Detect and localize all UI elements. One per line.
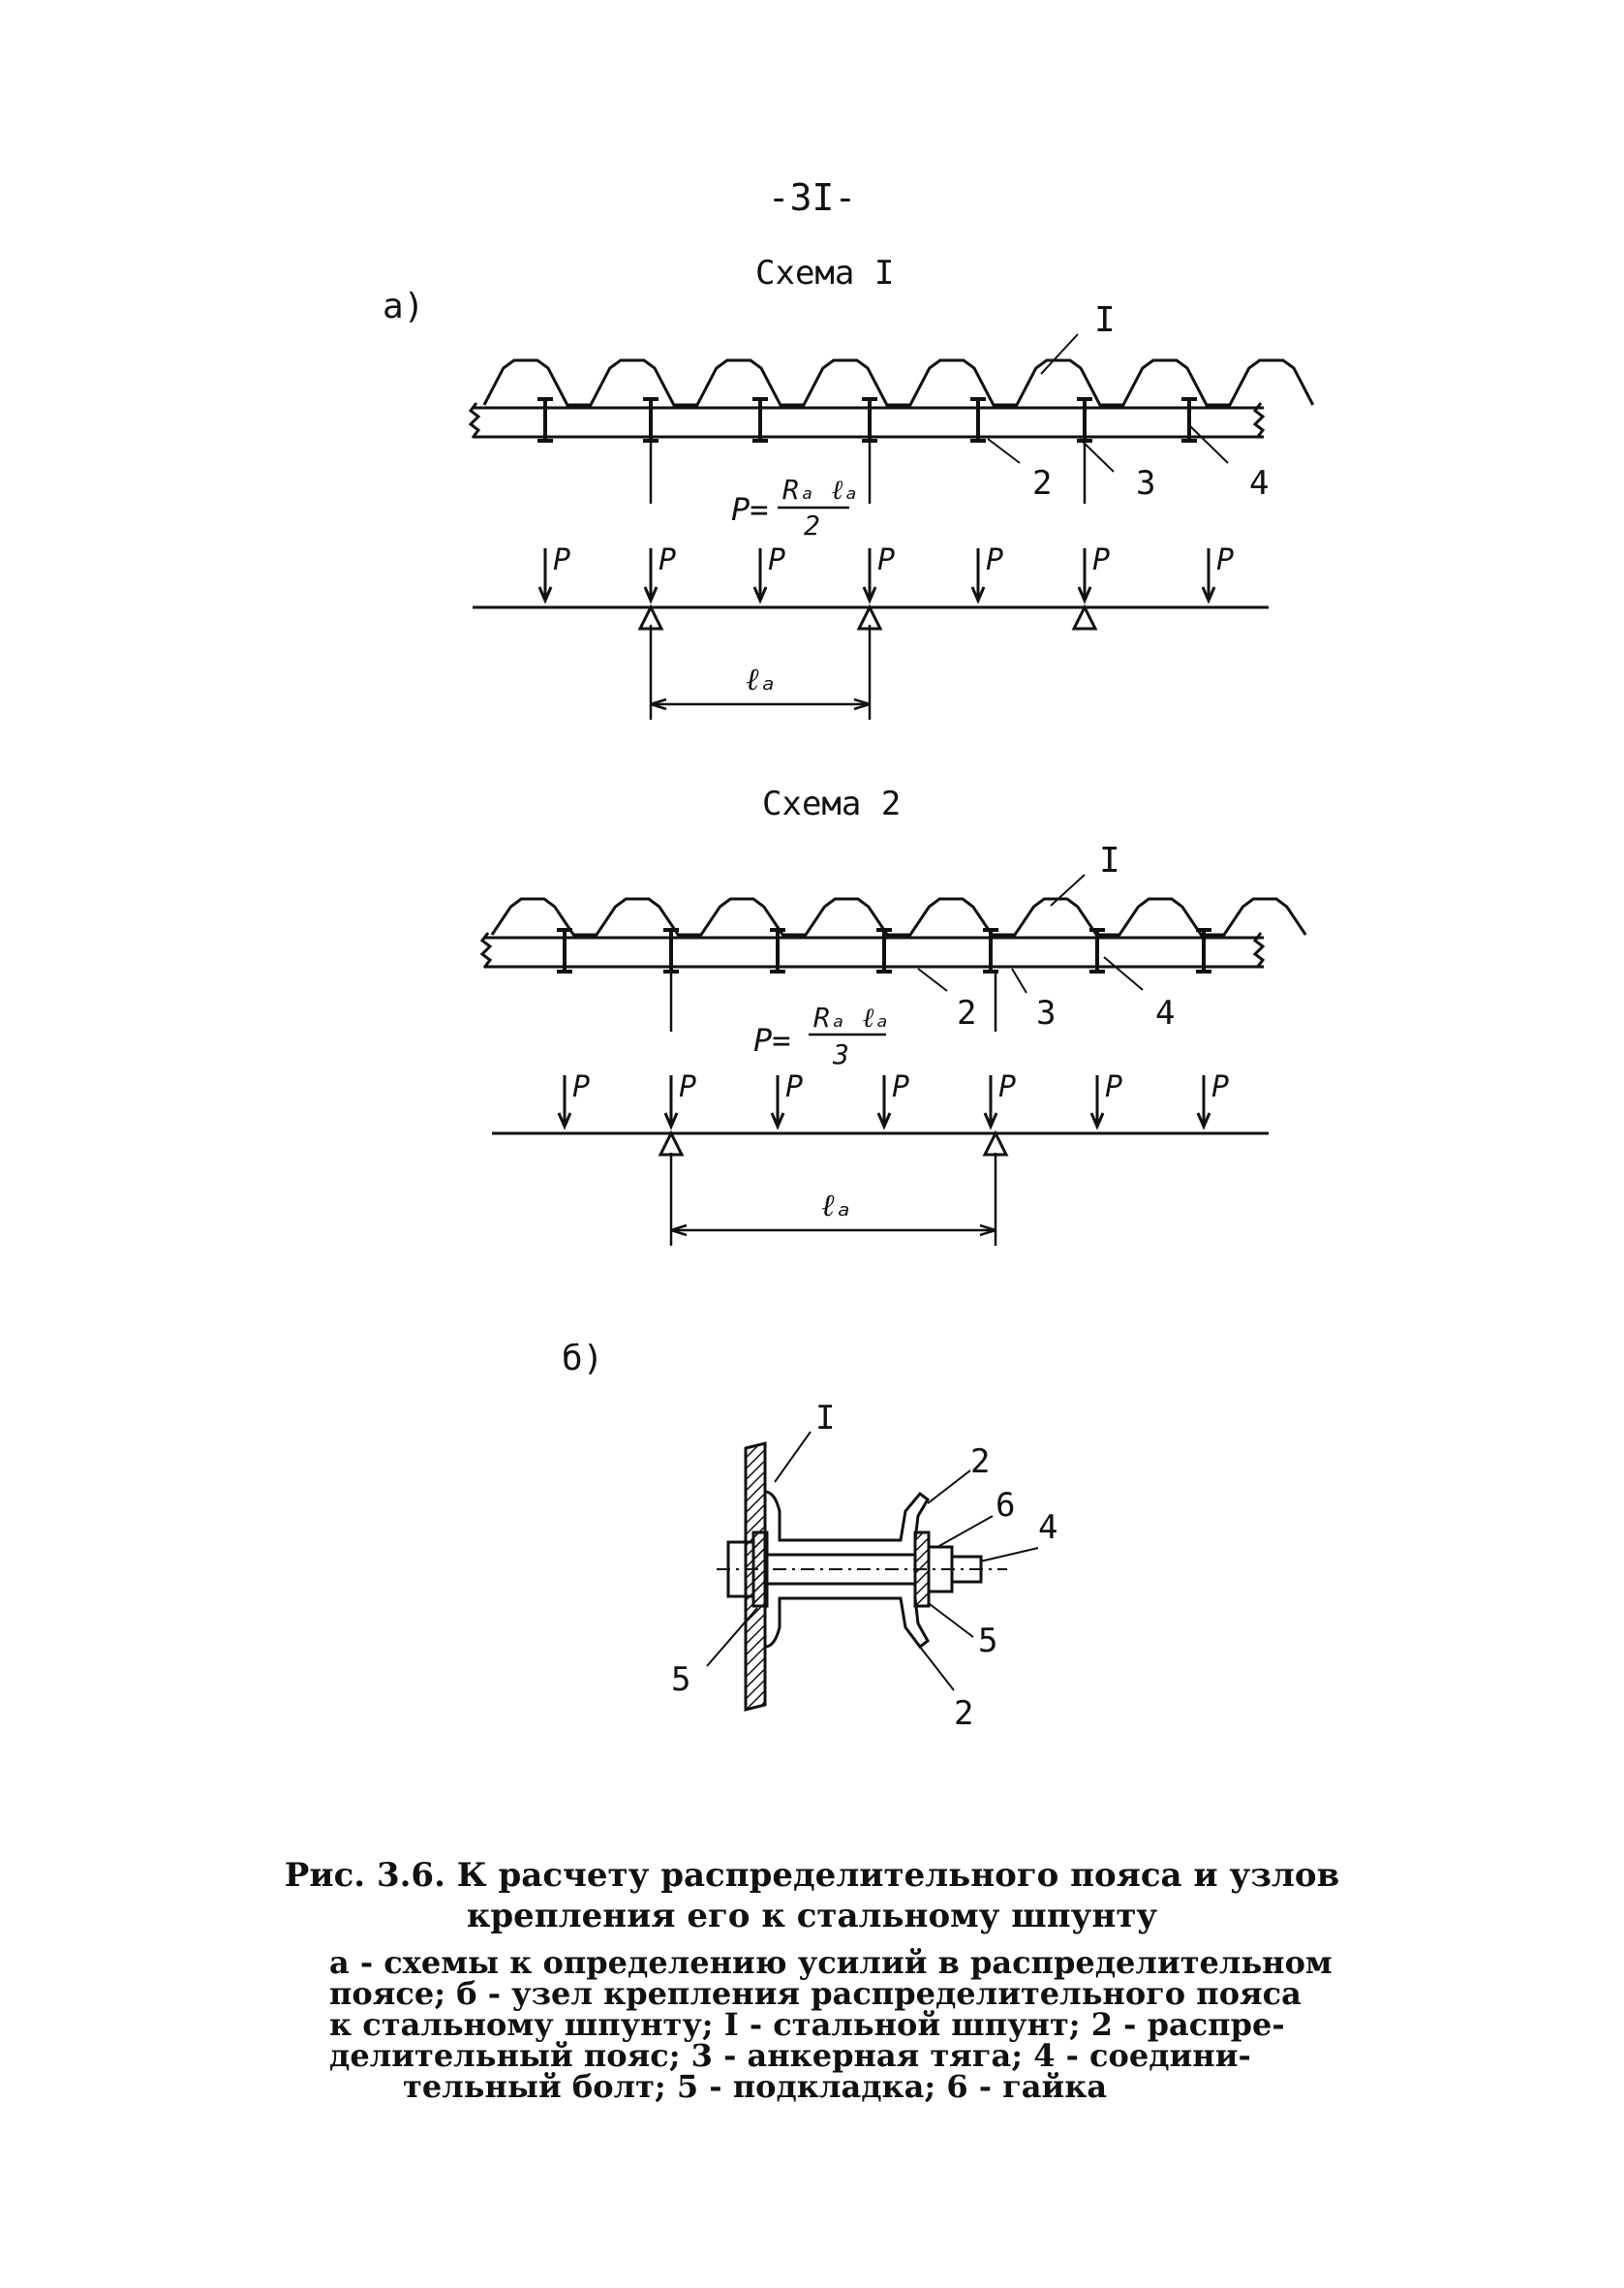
scheme-2-formula-lhs: P= — [753, 1022, 791, 1059]
detail-callout-2-top: 2 — [970, 1442, 991, 1481]
load-label: P — [659, 543, 677, 577]
scheme-1-span-label: ℓₐ — [746, 661, 778, 697]
load-label: P — [998, 1070, 1017, 1104]
part-a-label: а) — [383, 287, 425, 326]
pin-support — [660, 1133, 682, 1155]
scheme-2-waling-beam — [482, 933, 1264, 968]
detail-callout-6: 6 — [996, 1486, 1016, 1525]
scheme-2-callout-2: 2 — [957, 994, 977, 1033]
detail-callout-5-right: 5 — [978, 1622, 998, 1660]
waling-flange-left-bottom — [765, 1598, 872, 1647]
scheme-1-title: Схема I — [755, 254, 895, 293]
load-label: P — [768, 543, 786, 577]
load-label: P — [679, 1070, 697, 1104]
scheme-2-formula-numerator: Rₐ ℓₐ — [813, 1002, 891, 1034]
load-label: P — [1211, 1070, 1230, 1104]
legend-line-5: тельный болт; 5 - подкладка; 6 - гайка — [403, 2068, 1108, 2105]
load-label: P — [892, 1070, 910, 1104]
scheme-1-formula-numerator: Rₐ ℓₐ — [782, 474, 860, 506]
load-label: P — [1092, 543, 1111, 577]
load-label: P — [785, 1070, 804, 1104]
scheme-2-callout-4: 4 — [1155, 994, 1176, 1033]
scheme-1-connecting-bolts — [537, 399, 1197, 441]
caption-line-2: крепления его к стальному шпунту — [466, 1897, 1158, 1935]
scheme-1-anchor-ties — [651, 441, 1085, 504]
scheme-1-callout-3: 3 — [1136, 464, 1156, 503]
scheme-1-callout-2: 2 — [1032, 464, 1053, 503]
legend-line-2: поясе; б - узел крепления распределительного пояса — [329, 1975, 1302, 2012]
pin-support — [1074, 607, 1095, 629]
legend-line-3: к стальному шпунту; I - стальной шпунт; 2 - распре- — [329, 2006, 1285, 2043]
load-label: P — [877, 543, 896, 577]
scheme-2-span-label: ℓₐ — [821, 1187, 853, 1223]
page-number: -3I- — [767, 176, 857, 219]
scheme-2-sheet-pile — [492, 899, 1305, 935]
waling-flange-left-top — [765, 1492, 872, 1540]
scheme-2-loads — [559, 1070, 1229, 1127]
detail-callout-1: I — [815, 1399, 836, 1438]
pin-support — [985, 1133, 1006, 1155]
load-label: P — [553, 543, 571, 577]
scheme-2-formula-denominator: 3 — [833, 1038, 849, 1070]
scheme-1-callout-leaders — [988, 334, 1228, 472]
scheme-1-callout-1: I — [1094, 300, 1116, 340]
scheme-2-supports — [660, 1133, 1006, 1155]
scheme-2-callout-3: 3 — [1036, 994, 1057, 1033]
scheme-2-callout-1: I — [1099, 841, 1120, 881]
scheme-1-callout-4: 4 — [1249, 464, 1270, 503]
legend-line-4: делительный пояс; 3 - анкерная тяга; 4 - соедини- — [329, 2037, 1251, 2074]
part-b-label: б) — [562, 1339, 604, 1378]
legend-line-1: а - схемы к определению усилий в распределительном — [329, 1944, 1333, 1981]
load-label: P — [986, 543, 1004, 577]
scheme-1-waling-beam — [471, 403, 1264, 438]
scheme-1-formula-denominator: 2 — [804, 510, 820, 541]
scheme-2-title: Схема 2 — [762, 785, 902, 823]
scheme-1-supports — [640, 607, 1095, 629]
scheme-1-loads — [539, 543, 1234, 601]
detail-callout-5-left: 5 — [671, 1660, 691, 1699]
caption-line-1: Рис. 3.6. К расчету распределительного пояса и узлов — [284, 1856, 1340, 1895]
detail-callout-2-bottom: 2 — [954, 1694, 974, 1733]
scheme-1-formula-lhs: P= — [731, 491, 769, 528]
load-label: P — [572, 1070, 591, 1104]
load-label: P — [1105, 1070, 1123, 1104]
detail-callout-4: 4 — [1038, 1508, 1058, 1547]
figure-legend — [329, 1944, 1333, 2105]
load-label: P — [1216, 543, 1235, 577]
